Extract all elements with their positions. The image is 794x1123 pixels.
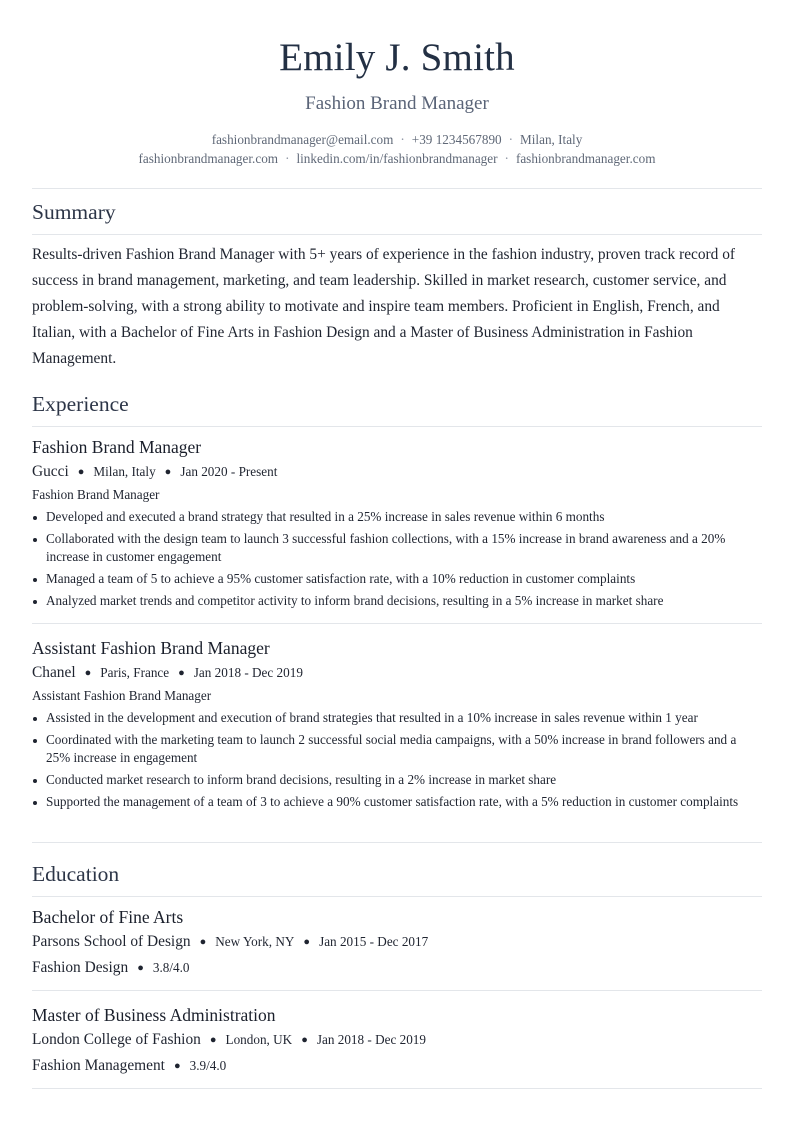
resume-header bbox=[32, 0, 762, 168]
job-bullets bbox=[32, 508, 762, 610]
degree-title: Master of Business Administration bbox=[32, 1005, 276, 1025]
summary-heading: Summary bbox=[32, 200, 116, 224]
degree-title: Bachelor of Fine Arts bbox=[32, 907, 184, 927]
separator: · bbox=[504, 151, 509, 166]
bullet-dot: ● bbox=[199, 936, 207, 948]
education-entry bbox=[32, 1004, 762, 1077]
list-item: Collaborated with the design team to launch 3 successful fashion collections, with a 15% increase in brand awareness and a 20% increase in customer engagement bbox=[32, 530, 762, 566]
job-role: Assistant Fashion Brand Manager bbox=[32, 688, 212, 703]
school-location: New York, NY bbox=[215, 934, 295, 949]
education-field-row bbox=[32, 958, 762, 979]
divider bbox=[32, 234, 762, 235]
experience-heading: Experience bbox=[32, 392, 129, 416]
school-location: London, UK bbox=[225, 1032, 293, 1047]
education-meta bbox=[32, 1030, 762, 1051]
contact-website[interactable]: fashionbrandmanager.com bbox=[138, 151, 279, 166]
education-dates: Jan 2018 - Dec 2019 bbox=[316, 1032, 426, 1047]
gpa: 3.8/4.0 bbox=[152, 960, 190, 975]
job-title: Fashion Brand Manager bbox=[32, 437, 202, 457]
job-location: Paris, France bbox=[100, 665, 170, 680]
contact-phone[interactable]: +39 1234567890 bbox=[411, 132, 502, 147]
job-meta bbox=[32, 462, 762, 483]
field-of-study: Fashion Design bbox=[32, 959, 129, 976]
contact-linkedin[interactable]: linkedin.com/in/fashionbrandmanager bbox=[296, 151, 498, 166]
list-item: Assisted in the development and execution of brand strategies that resulted in a 10% increase in sales revenue within 1 year bbox=[32, 709, 762, 727]
divider bbox=[32, 896, 762, 897]
school-name: Parsons School of Design bbox=[32, 933, 191, 950]
experience-entry bbox=[32, 436, 762, 614]
list-item: Conducted market research to inform brand decisions, resulting in a 2% increase in market share bbox=[32, 771, 762, 789]
education-heading: Education bbox=[32, 862, 120, 886]
bullet-dot: ● bbox=[137, 962, 144, 974]
education-meta bbox=[32, 932, 762, 953]
job-title: Assistant Fashion Brand Manager bbox=[32, 638, 270, 658]
bullet-dot: ● bbox=[173, 1060, 181, 1072]
divider bbox=[32, 842, 762, 843]
job-role: Fashion Brand Manager bbox=[32, 487, 160, 502]
bullet-dot: ● bbox=[301, 1034, 308, 1046]
divider bbox=[32, 623, 762, 624]
divider bbox=[32, 426, 762, 427]
candidate-name: Emily J. Smith bbox=[279, 36, 515, 79]
contact-email[interactable]: fashionbrandmanager@email.com bbox=[211, 132, 394, 147]
list-item: Developed and executed a brand strategy that resulted in a 25% increase in sales revenue within 6 months bbox=[32, 508, 762, 526]
list-item: Managed a team of 5 to achieve a 95% customer satisfaction rate, with a 10% reduction in customer complaints bbox=[32, 570, 762, 588]
education-field-row bbox=[32, 1056, 762, 1077]
list-item: Supported the management of a team of 3 to achieve a 90% customer satisfaction rate, with a 5% reduction in customer complaints bbox=[32, 793, 762, 811]
education-dates: Jan 2015 - Dec 2017 bbox=[319, 934, 429, 949]
bullet-dot: ● bbox=[178, 667, 185, 679]
contact-location: Milan, Italy bbox=[520, 132, 583, 147]
list-item: Analyzed market trends and competitor activity to inform brand decisions, resulting in a 5% increase in market share bbox=[32, 592, 762, 610]
contact-line-2 bbox=[32, 149, 762, 168]
divider bbox=[32, 1088, 762, 1089]
separator: · bbox=[400, 132, 405, 147]
school-name: London College of Fashion bbox=[32, 1031, 201, 1048]
bullet-dot: ● bbox=[209, 1034, 217, 1046]
contact-website-2[interactable]: fashionbrandmanager.com bbox=[515, 151, 656, 166]
separator: · bbox=[508, 132, 514, 147]
field-of-study: Fashion Management bbox=[32, 1057, 165, 1074]
bullet-dot: ● bbox=[77, 466, 85, 478]
job-meta bbox=[32, 663, 762, 684]
job-bullets bbox=[32, 709, 762, 811]
summary-text: Results-driven Fashion Brand Manager with 5+ years of experience in the fashion industry, proven track record of success in brand management, marketing, and team leadership. Skilled in market research, customer service, and problem-solving, with a strong ability to motivate and inspire team members. Proficient in English, French, and Italian, with a Bachelor of Fine Arts in Fashion Design and a Master of Business Administration in Fashion Management. bbox=[32, 246, 736, 367]
job-location: Milan, Italy bbox=[93, 464, 156, 479]
bullet-dot: ● bbox=[164, 466, 172, 478]
education-entry bbox=[32, 906, 762, 979]
job-dates: Jan 2020 - Present bbox=[180, 464, 278, 479]
job-dates: Jan 2018 - Dec 2019 bbox=[193, 665, 303, 680]
list-item: Coordinated with the marketing team to launch 2 successful social media campaigns, with a 50% increase in brand followers and a 25% increase in engagement bbox=[32, 731, 762, 767]
bullet-dot: ● bbox=[84, 667, 92, 679]
company-name: Gucci bbox=[32, 463, 69, 480]
divider bbox=[32, 990, 762, 991]
experience-entry bbox=[32, 637, 762, 815]
company-name: Chanel bbox=[32, 664, 76, 681]
bullet-dot: ● bbox=[303, 936, 311, 948]
contact-line-1 bbox=[32, 130, 762, 149]
divider bbox=[32, 188, 762, 189]
separator: · bbox=[285, 151, 290, 166]
gpa: 3.9/4.0 bbox=[189, 1058, 227, 1073]
candidate-title: Fashion Brand Manager bbox=[305, 93, 489, 114]
